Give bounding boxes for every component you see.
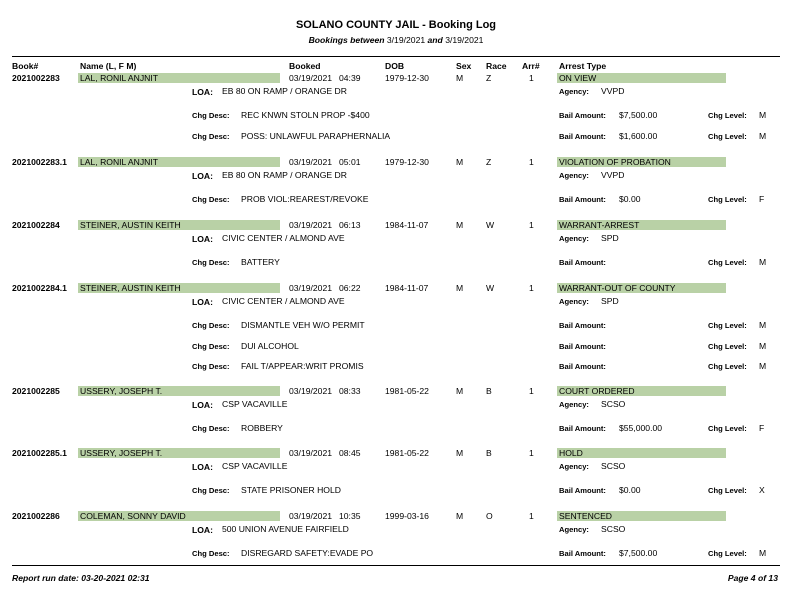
header-top-rule — [12, 56, 780, 57]
agency: VVPD — [601, 170, 625, 180]
charge-level-label: Chg Level: — [708, 362, 747, 371]
col-header-arrest-type: Arrest Type — [559, 61, 607, 71]
arrest-type: ON VIEW — [559, 73, 597, 83]
charge-level-label: Chg Level: — [708, 195, 747, 204]
bail-amount-label: Bail Amount: — [559, 362, 606, 371]
charge-level-label: Chg Level: — [708, 549, 747, 558]
charge-description: BATTERY — [241, 257, 280, 267]
agency-label: Agency: — [559, 297, 589, 306]
charge-description: PROB VIOL:REAREST/REVOKE — [241, 194, 369, 204]
booking-number: 2021002283 — [12, 73, 60, 83]
dob: 1984-11-07 — [385, 220, 429, 230]
inmate-name: STEINER, AUSTIN KEITH — [80, 220, 181, 230]
report-subtitle — [0, 35, 792, 45]
booked-date: 03/19/2021 — [289, 220, 333, 230]
race: W — [486, 220, 495, 230]
charge-desc-label: Chg Desc: — [192, 424, 230, 433]
agency-label: Agency: — [559, 525, 589, 534]
col-header-name: Name (L, F M) — [80, 61, 137, 71]
agency: SCSO — [601, 461, 626, 471]
charge-desc-label: Chg Desc: — [192, 549, 230, 558]
agency-label: Agency: — [559, 234, 589, 243]
sex: M — [456, 448, 464, 458]
charge-description: DISMANTLE VEH W/O PERMIT — [241, 320, 365, 330]
location-of-arrest: CIVIC CENTER / ALMOND AVE — [222, 296, 345, 306]
charge-description: DUI ALCOHOL — [241, 341, 299, 351]
charge-level-label: Chg Level: — [708, 258, 747, 267]
charge-level-label: Chg Level: — [708, 342, 747, 351]
inmate-name: USSERY, JOSEPH T. — [80, 448, 163, 458]
dob: 1979-12-30 — [385, 73, 429, 83]
bail-amount-label: Bail Amount: — [559, 486, 606, 495]
charge-level: F — [759, 194, 765, 204]
arrest-number: 1 — [529, 283, 534, 293]
bail-amount-label: Bail Amount: — [559, 111, 606, 120]
report-run-date: Report run date: 03-20-2021 02:31 — [12, 573, 150, 583]
charge-level-label: Chg Level: — [708, 132, 747, 141]
col-header-arr: Arr# — [522, 61, 540, 71]
charge-desc-label: Chg Desc: — [192, 195, 230, 204]
sex: M — [456, 73, 464, 83]
location-of-arrest: EB 80 ON RAMP / ORANGE DR — [222, 170, 347, 180]
charge-description: REC KNWN STOLN PROP -$400 — [241, 110, 370, 120]
booked-date: 03/19/2021 — [289, 157, 333, 167]
booked-date: 03/19/2021 — [289, 386, 333, 396]
charge-desc-label: Chg Desc: — [192, 258, 230, 267]
arrest-number: 1 — [529, 157, 534, 167]
charge-description: POSS: UNLAWFUL PARAPHERNALIA — [241, 131, 391, 141]
booking-number: 2021002283.1 — [12, 157, 67, 167]
race: W — [486, 283, 495, 293]
charge-level-label: Chg Level: — [708, 486, 747, 495]
charge-desc-label: Chg Desc: — [192, 321, 230, 330]
sex: M — [456, 511, 464, 521]
booked-time: 10:35 — [339, 511, 361, 521]
charge-desc-label: Chg Desc: — [192, 486, 230, 495]
inmate-name: STEINER, AUSTIN KEITH — [80, 283, 181, 293]
charge-level: M — [759, 548, 767, 558]
bail-amount-label: Bail Amount: — [559, 132, 606, 141]
sex: M — [456, 386, 464, 396]
race: O — [486, 511, 493, 521]
col-header-dob: DOB — [385, 61, 405, 71]
agency: SCSO — [601, 399, 626, 409]
dob: 1981-05-22 — [385, 448, 429, 458]
charge-level: M — [759, 131, 767, 141]
charge-desc-label: Chg Desc: — [192, 132, 230, 141]
subtitle-prefix: Bookings between — [308, 35, 385, 45]
report-title: SOLANO COUNTY JAIL - Booking Log — [295, 19, 497, 31]
charge-description: STATE PRISONER HOLD — [241, 485, 341, 495]
charge-level: X — [759, 485, 765, 495]
race: B — [486, 448, 492, 458]
date-from: 3/19/2021 — [386, 35, 426, 45]
arrest-type: SENTENCED — [559, 511, 613, 521]
booked-date: 03/19/2021 — [289, 511, 333, 521]
arrest-number: 1 — [529, 386, 534, 396]
location-of-arrest: CSP VACAVILLE — [222, 399, 288, 409]
booked-time: 06:13 — [339, 220, 361, 230]
charge-level: M — [759, 341, 767, 351]
charge-description: ROBBERY — [241, 423, 283, 433]
agency: VVPD — [601, 86, 625, 96]
sex: M — [456, 283, 464, 293]
charge-desc-label: Chg Desc: — [192, 362, 230, 371]
booked-date: 03/19/2021 — [289, 448, 333, 458]
charge-level: M — [759, 110, 767, 120]
booked-time: 08:45 — [339, 448, 361, 458]
page-number: Page 4 of 13 — [727, 573, 778, 583]
race: Z — [486, 73, 492, 83]
booking-number: 2021002284 — [12, 220, 60, 230]
inmate-name: COLEMAN, SONNY DAVID — [80, 511, 186, 521]
inmate-name: LAL, RONIL ANJNIT — [80, 157, 159, 167]
bail-amount: $55,000.00 — [619, 423, 663, 433]
charge-description: FAIL T/APPEAR:WRIT PROMIS — [241, 361, 364, 371]
bail-amount-label: Bail Amount: — [559, 258, 606, 267]
booking-number: 2021002286 — [12, 511, 60, 521]
arrest-number: 1 — [529, 73, 534, 83]
arrest-number: 1 — [529, 511, 534, 521]
bail-amount-label: Bail Amount: — [559, 549, 606, 558]
subtitle-and: and — [427, 35, 443, 45]
loa-label: LOA: — [192, 171, 214, 181]
loa-label: LOA: — [192, 297, 214, 307]
agency-label: Agency: — [559, 462, 589, 471]
booking-number: 2021002284.1 — [12, 283, 67, 293]
booking-number: 2021002285 — [12, 386, 60, 396]
date-to: 3/19/2021 — [445, 35, 484, 45]
arrest-type: COURT ORDERED — [559, 386, 635, 396]
arrest-type: WARRANT-ARREST — [559, 220, 640, 230]
booked-date: 03/19/2021 — [289, 283, 333, 293]
location-of-arrest: EB 80 ON RAMP / ORANGE DR — [222, 86, 347, 96]
charge-desc-label: Chg Desc: — [192, 111, 230, 120]
charge-level-label: Chg Level: — [708, 111, 747, 120]
sex: M — [456, 220, 464, 230]
footer-rule — [12, 565, 780, 566]
race: Z — [486, 157, 492, 167]
bail-amount: $1,600.00 — [619, 131, 658, 141]
bail-amount-label: Bail Amount: — [559, 424, 606, 433]
charge-level: M — [759, 257, 767, 267]
col-header-booked: Booked — [289, 61, 321, 71]
bail-amount-label: Bail Amount: — [559, 195, 606, 204]
dob: 1999-03-16 — [385, 511, 429, 521]
booked-time: 05:01 — [339, 157, 361, 167]
bail-amount-label: Bail Amount: — [559, 321, 606, 330]
loa-label: LOA: — [192, 234, 214, 244]
bail-amount-label: Bail Amount: — [559, 342, 606, 351]
charge-level: M — [759, 361, 767, 371]
charge-desc-label: Chg Desc: — [192, 342, 230, 351]
agency: SCSO — [601, 524, 626, 534]
booked-time: 08:33 — [339, 386, 361, 396]
location-of-arrest: 500 UNION AVENUE FAIRFIELD — [222, 524, 349, 534]
charge-level-label: Chg Level: — [708, 321, 747, 330]
charge-description: DISREGARD SAFETY:EVADE PO — [241, 548, 374, 558]
dob: 1979-12-30 — [385, 157, 429, 167]
loa-label: LOA: — [192, 400, 214, 410]
inmate-name: USSERY, JOSEPH T. — [80, 386, 163, 396]
charge-level: F — [759, 423, 765, 433]
bail-amount: $7,500.00 — [619, 110, 658, 120]
charge-level: M — [759, 320, 767, 330]
loa-label: LOA: — [192, 462, 214, 472]
location-of-arrest: CSP VACAVILLE — [222, 461, 288, 471]
agency-label: Agency: — [559, 87, 589, 96]
booking-number: 2021002285.1 — [12, 448, 67, 458]
agency: SPD — [601, 296, 619, 306]
booked-time: 04:39 — [339, 73, 361, 83]
inmate-name: LAL, RONIL ANJNIT — [80, 73, 159, 83]
agency: SPD — [601, 233, 619, 243]
dob: 1984-11-07 — [385, 283, 429, 293]
col-header-race: Race — [486, 61, 507, 71]
sex: M — [456, 157, 464, 167]
col-header-book: Book# — [12, 61, 39, 71]
race: B — [486, 386, 492, 396]
loa-label: LOA: — [192, 525, 214, 535]
location-of-arrest: CIVIC CENTER / ALMOND AVE — [222, 233, 345, 243]
arrest-type: HOLD — [559, 448, 583, 458]
bail-amount: $0.00 — [619, 485, 641, 495]
charge-level-label: Chg Level: — [708, 424, 747, 433]
booked-time: 06:22 — [339, 283, 361, 293]
agency-label: Agency: — [559, 400, 589, 409]
booked-date: 03/19/2021 — [289, 73, 333, 83]
arrest-number: 1 — [529, 448, 534, 458]
arrest-type: WARRANT-OUT OF COUNTY — [559, 283, 676, 293]
dob: 1981-05-22 — [385, 386, 429, 396]
bail-amount: $0.00 — [619, 194, 641, 204]
arrest-number: 1 — [529, 220, 534, 230]
bail-amount: $7,500.00 — [619, 548, 658, 558]
arrest-type: VIOLATION OF PROBATION — [559, 157, 671, 167]
agency-label: Agency: — [559, 171, 589, 180]
loa-label: LOA: — [192, 87, 214, 97]
col-header-sex: Sex — [456, 61, 472, 71]
